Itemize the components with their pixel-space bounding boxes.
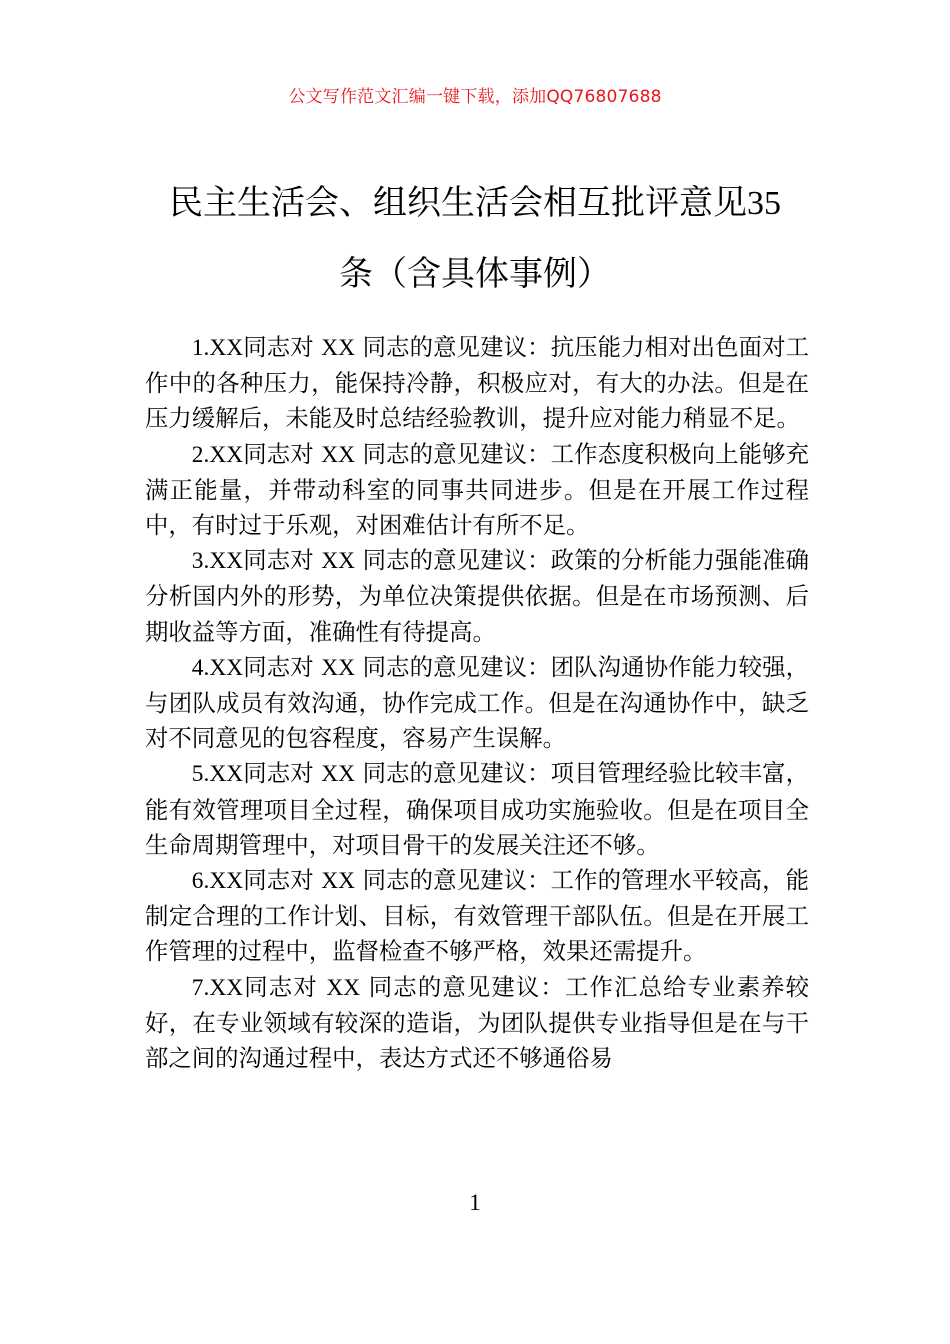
paragraph-text: 同志的意见建议：工作态度积极向上能够充满正能量，并带动科室的同事共同进步。但是在开展工作过程中，有时过于乐观，对困难估计有所不足。 — [145, 439, 810, 540]
title-part1: 民主生活会、组织生活会相互批评意见 — [169, 183, 747, 223]
paragraph-lead2: XX — [321, 548, 356, 575]
paragraph-lead: 5.XX — [191, 761, 244, 788]
paragraph-2 — [145, 437, 809, 544]
paragraph-lead2: XX — [326, 974, 361, 1001]
paragraph-text: 同志的意见建议：抗压能力相对出色面对工作中的各种压力，能保持冷静，积极应对，有大的办法。但是在压力缓解后，未能及时总结经验教训，提升应对能力稍显不足。 — [145, 333, 810, 433]
paragraph-mid: 同志对 — [243, 546, 314, 575]
paragraph-6 — [145, 863, 809, 970]
title-number: 35 — [747, 185, 781, 222]
paragraph-lead: 6.XX — [191, 868, 244, 895]
paragraph-lead2: XX — [321, 335, 356, 361]
paragraph-mid: 同志对 — [243, 759, 314, 788]
download-banner — [0, 84, 950, 110]
paragraph-lead2: XX — [321, 868, 356, 895]
paragraph-4 — [145, 650, 809, 757]
paragraph-lead: 1.XX — [191, 335, 244, 361]
paragraph-lead2: XX — [321, 761, 356, 788]
paragraph-lead: 7.XX — [191, 974, 244, 1001]
paragraph-mid: 同志对 — [243, 652, 314, 681]
paragraph-mid: 同志对 — [243, 439, 314, 468]
paragraph-mid: 同志对 — [243, 866, 314, 895]
paragraph-lead: 2.XX — [191, 441, 244, 468]
title-part2: 条（含具体事例） — [339, 254, 611, 294]
paragraph-lead: 4.XX — [191, 654, 244, 681]
paragraph-7 — [145, 970, 809, 1077]
paragraph-lead2: XX — [321, 654, 356, 681]
page-number: 1 — [469, 1190, 481, 1215]
paragraph-lead2: XX — [321, 441, 356, 468]
paragraph-text: 同志的意见建议：工作的管理水平较高，能制定合理的工作计划、目标，有效管理干部队伍。但是在开展工作管理的过程中，监督检查不够严格，效果还需提升。 — [145, 866, 810, 966]
paragraph-text: 同志的意见建议：项目管理经验比较丰富，能有效管理项目全过程，确保项目成功实施验收。但是在项目全生命周期管理中，对项目骨干的发展关注还不够。 — [145, 759, 810, 859]
paragraph-lead: 3.XX — [191, 548, 244, 575]
document-title — [130, 168, 820, 309]
paragraph-text: 同志的意见建议：政策的分析能力强能准确分析国内外的形势，为单位决策提供依据。但是在市场预测、后期收益等方面，准确性有待提高。 — [145, 546, 810, 646]
document-body — [145, 330, 809, 1076]
paragraph-text: 同志的意见建议：团队沟通协作能力较强，与团队成员有效沟通，协作完成工作。但是在沟通协作中，缺乏对不同意见的包容程度，容易产生误解。 — [145, 652, 810, 753]
paragraph-text: 同志的意见建议：工作汇总给专业素养较好，在专业领域有较深的造诣，为团队提供专业指导但是在与干部之间的沟通过程中，表达方式还不够通俗易 — [145, 972, 810, 1073]
paragraph-3 — [145, 543, 809, 650]
paragraph-1 — [145, 330, 809, 437]
paragraph-mid: 同志对 — [243, 972, 318, 1001]
banner-text: 公文写作范文汇编一键下载，添加QQ76807688 — [288, 87, 662, 107]
paragraph-5 — [145, 756, 809, 863]
paragraph-mid: 同志对 — [243, 333, 314, 361]
